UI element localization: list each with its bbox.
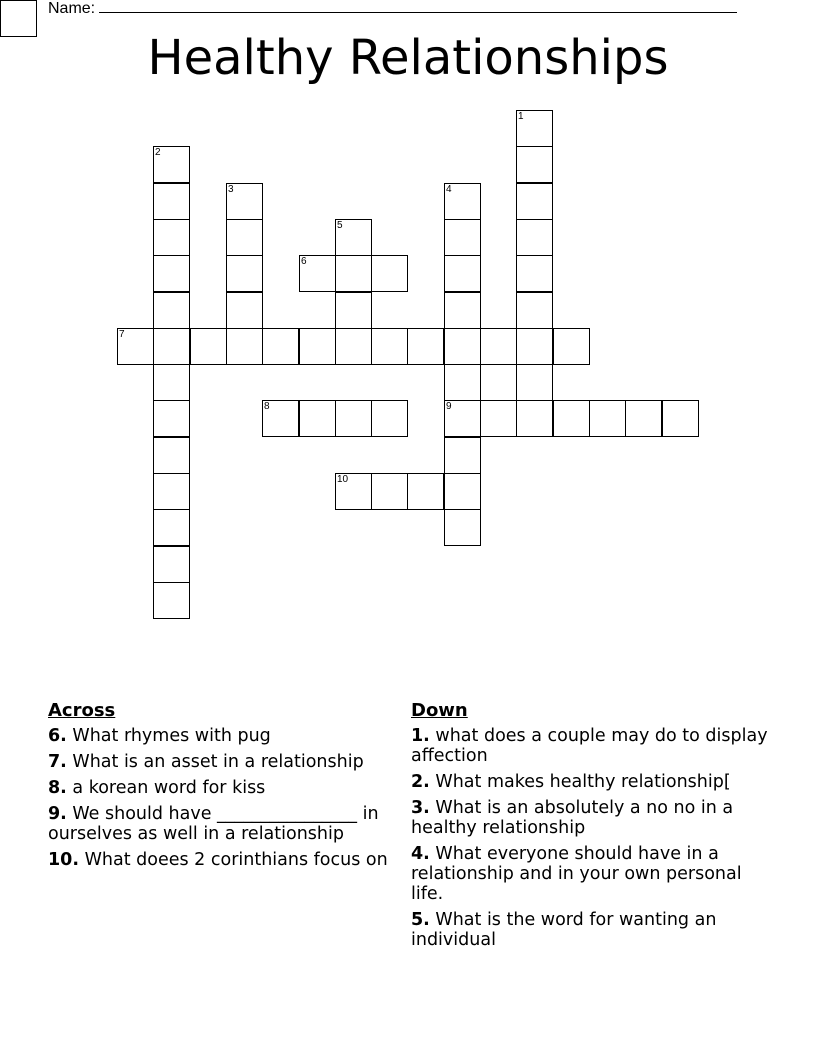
down-clue — [411, 726, 771, 766]
clue-number: 3. — [411, 798, 430, 818]
cell-number: 3 — [228, 184, 234, 195]
grid-cell[interactable] — [480, 400, 517, 437]
grid-cell[interactable] — [516, 110, 553, 147]
clue-number: 6. — [48, 726, 67, 746]
grid-cell[interactable] — [444, 437, 481, 474]
grid-cell[interactable] — [262, 400, 299, 437]
grid-cell[interactable] — [516, 255, 553, 292]
grid-cell[interactable] — [516, 183, 553, 220]
clue-number: 1. — [411, 726, 430, 746]
grid-cell[interactable] — [153, 219, 190, 256]
clue-text: What rhymes with pug — [72, 726, 271, 746]
cell-number: 10 — [337, 474, 349, 485]
grid-cell[interactable] — [444, 509, 481, 546]
clue-text: What is the word for wanting an individual — [411, 910, 717, 950]
grid-cell[interactable] — [553, 400, 590, 437]
grid-cell[interactable] — [371, 255, 408, 292]
cell-number: 6 — [301, 256, 307, 267]
grid-cell[interactable] — [444, 328, 481, 365]
grid-cell[interactable] — [153, 255, 190, 292]
clue-text: What doees 2 corinthians focus on — [84, 850, 388, 870]
down-clues — [411, 700, 771, 956]
grid-cell[interactable] — [335, 400, 372, 437]
grid-cell[interactable] — [226, 183, 263, 220]
grid-cell[interactable] — [407, 473, 444, 510]
grid-cell[interactable] — [190, 328, 227, 365]
grid-cell[interactable] — [444, 364, 481, 401]
cell-number: 5 — [337, 220, 343, 231]
across-clue — [48, 726, 408, 746]
clue-text: What everyone should have in a relationship and in your own personal life. — [411, 844, 742, 904]
grid-cell[interactable] — [625, 400, 662, 437]
grid-cell[interactable] — [299, 400, 336, 437]
clue-text: What is an absolutely a no no in a healthy relationship — [411, 798, 734, 838]
cell-number: 2 — [155, 147, 161, 158]
grid-cell[interactable] — [153, 473, 190, 510]
grid-cell[interactable] — [335, 473, 372, 510]
name-label: Name: — [48, 0, 96, 17]
grid-cell[interactable] — [335, 255, 372, 292]
grid-cell[interactable] — [262, 328, 299, 365]
clue-number: 4. — [411, 844, 430, 864]
grid-cell[interactable] — [153, 183, 190, 220]
clue-text: what does a couple may do to display affection — [411, 726, 768, 766]
grid-cell[interactable] — [153, 509, 190, 546]
grid-cell[interactable] — [444, 400, 481, 437]
grid-cell[interactable] — [444, 473, 481, 510]
grid-cell[interactable] — [444, 183, 481, 220]
across-clue — [48, 752, 408, 772]
grid-cell[interactable] — [153, 328, 190, 365]
clue-number: 8. — [48, 778, 67, 798]
grid-cell[interactable] — [153, 437, 190, 474]
grid-cell[interactable] — [226, 328, 263, 365]
grid-cell[interactable] — [516, 328, 553, 365]
clue-text: What makes healthy relationship[ — [435, 772, 731, 792]
clue-number: 5. — [411, 910, 430, 930]
name-blank-line[interactable] — [99, 0, 737, 13]
cell-number: 1 — [518, 111, 524, 122]
grid-cell[interactable] — [444, 255, 481, 292]
cell-number: 9 — [446, 401, 452, 412]
puzzle-title: Healthy Relationships — [147, 30, 669, 86]
grid-cell[interactable] — [371, 473, 408, 510]
cell-number: 7 — [119, 329, 125, 340]
grid-cell[interactable] — [226, 219, 263, 256]
grid-cell[interactable] — [444, 292, 481, 329]
across-clues — [48, 700, 408, 876]
grid-cell[interactable] — [153, 546, 190, 583]
grid-cell[interactable] — [407, 328, 444, 365]
grid-cell[interactable] — [516, 219, 553, 256]
clue-text: a korean word for kiss — [72, 778, 266, 798]
grid-cell[interactable] — [117, 328, 154, 365]
grid-cell[interactable] — [335, 219, 372, 256]
name-field[interactable] — [48, 0, 737, 18]
grid-cell[interactable] — [153, 400, 190, 437]
grid-cell[interactable] — [553, 328, 590, 365]
clue-text: What is an asset in a relationship — [72, 752, 364, 772]
grid-cell[interactable] — [480, 328, 517, 365]
down-clue — [411, 844, 771, 904]
grid-cell[interactable] — [153, 146, 190, 183]
grid-cell[interactable] — [153, 292, 190, 329]
across-clue — [48, 778, 408, 798]
grid-cell[interactable] — [371, 328, 408, 365]
grid-cell[interactable] — [299, 255, 336, 292]
cell-number: 8 — [264, 401, 270, 412]
grid-cell[interactable] — [335, 328, 372, 365]
grid-cell[interactable] — [153, 364, 190, 401]
down-clue — [411, 798, 771, 838]
grid-cell[interactable] — [226, 255, 263, 292]
across-clue — [48, 804, 408, 844]
grid-cell[interactable] — [516, 292, 553, 329]
clue-number: 10. — [48, 850, 80, 870]
grid-cell[interactable] — [371, 400, 408, 437]
grid-cell[interactable] — [226, 292, 263, 329]
grid-cell[interactable] — [662, 400, 699, 437]
grid-cell[interactable] — [516, 364, 553, 401]
down-clue — [411, 772, 771, 792]
across-clue — [48, 850, 408, 870]
grid-cell[interactable] — [299, 328, 336, 365]
grid-cell[interactable] — [516, 146, 553, 183]
grid-cell[interactable] — [516, 400, 553, 437]
down-heading: Down — [411, 700, 468, 721]
grid-cell[interactable] — [335, 292, 372, 329]
clue-number: 9. — [48, 804, 67, 824]
grid-cell[interactable] — [153, 582, 190, 619]
clue-text: We should have ________________ in ourselves as well in a relationship — [48, 804, 379, 844]
cell-number: 4 — [446, 184, 452, 195]
grid-cell[interactable] — [444, 219, 481, 256]
down-clue — [411, 910, 771, 950]
clue-number: 2. — [411, 772, 430, 792]
grid-cell[interactable] — [0, 0, 37, 37]
grid-cell[interactable] — [589, 400, 626, 437]
across-heading: Across — [48, 700, 116, 721]
clue-number: 7. — [48, 752, 67, 772]
